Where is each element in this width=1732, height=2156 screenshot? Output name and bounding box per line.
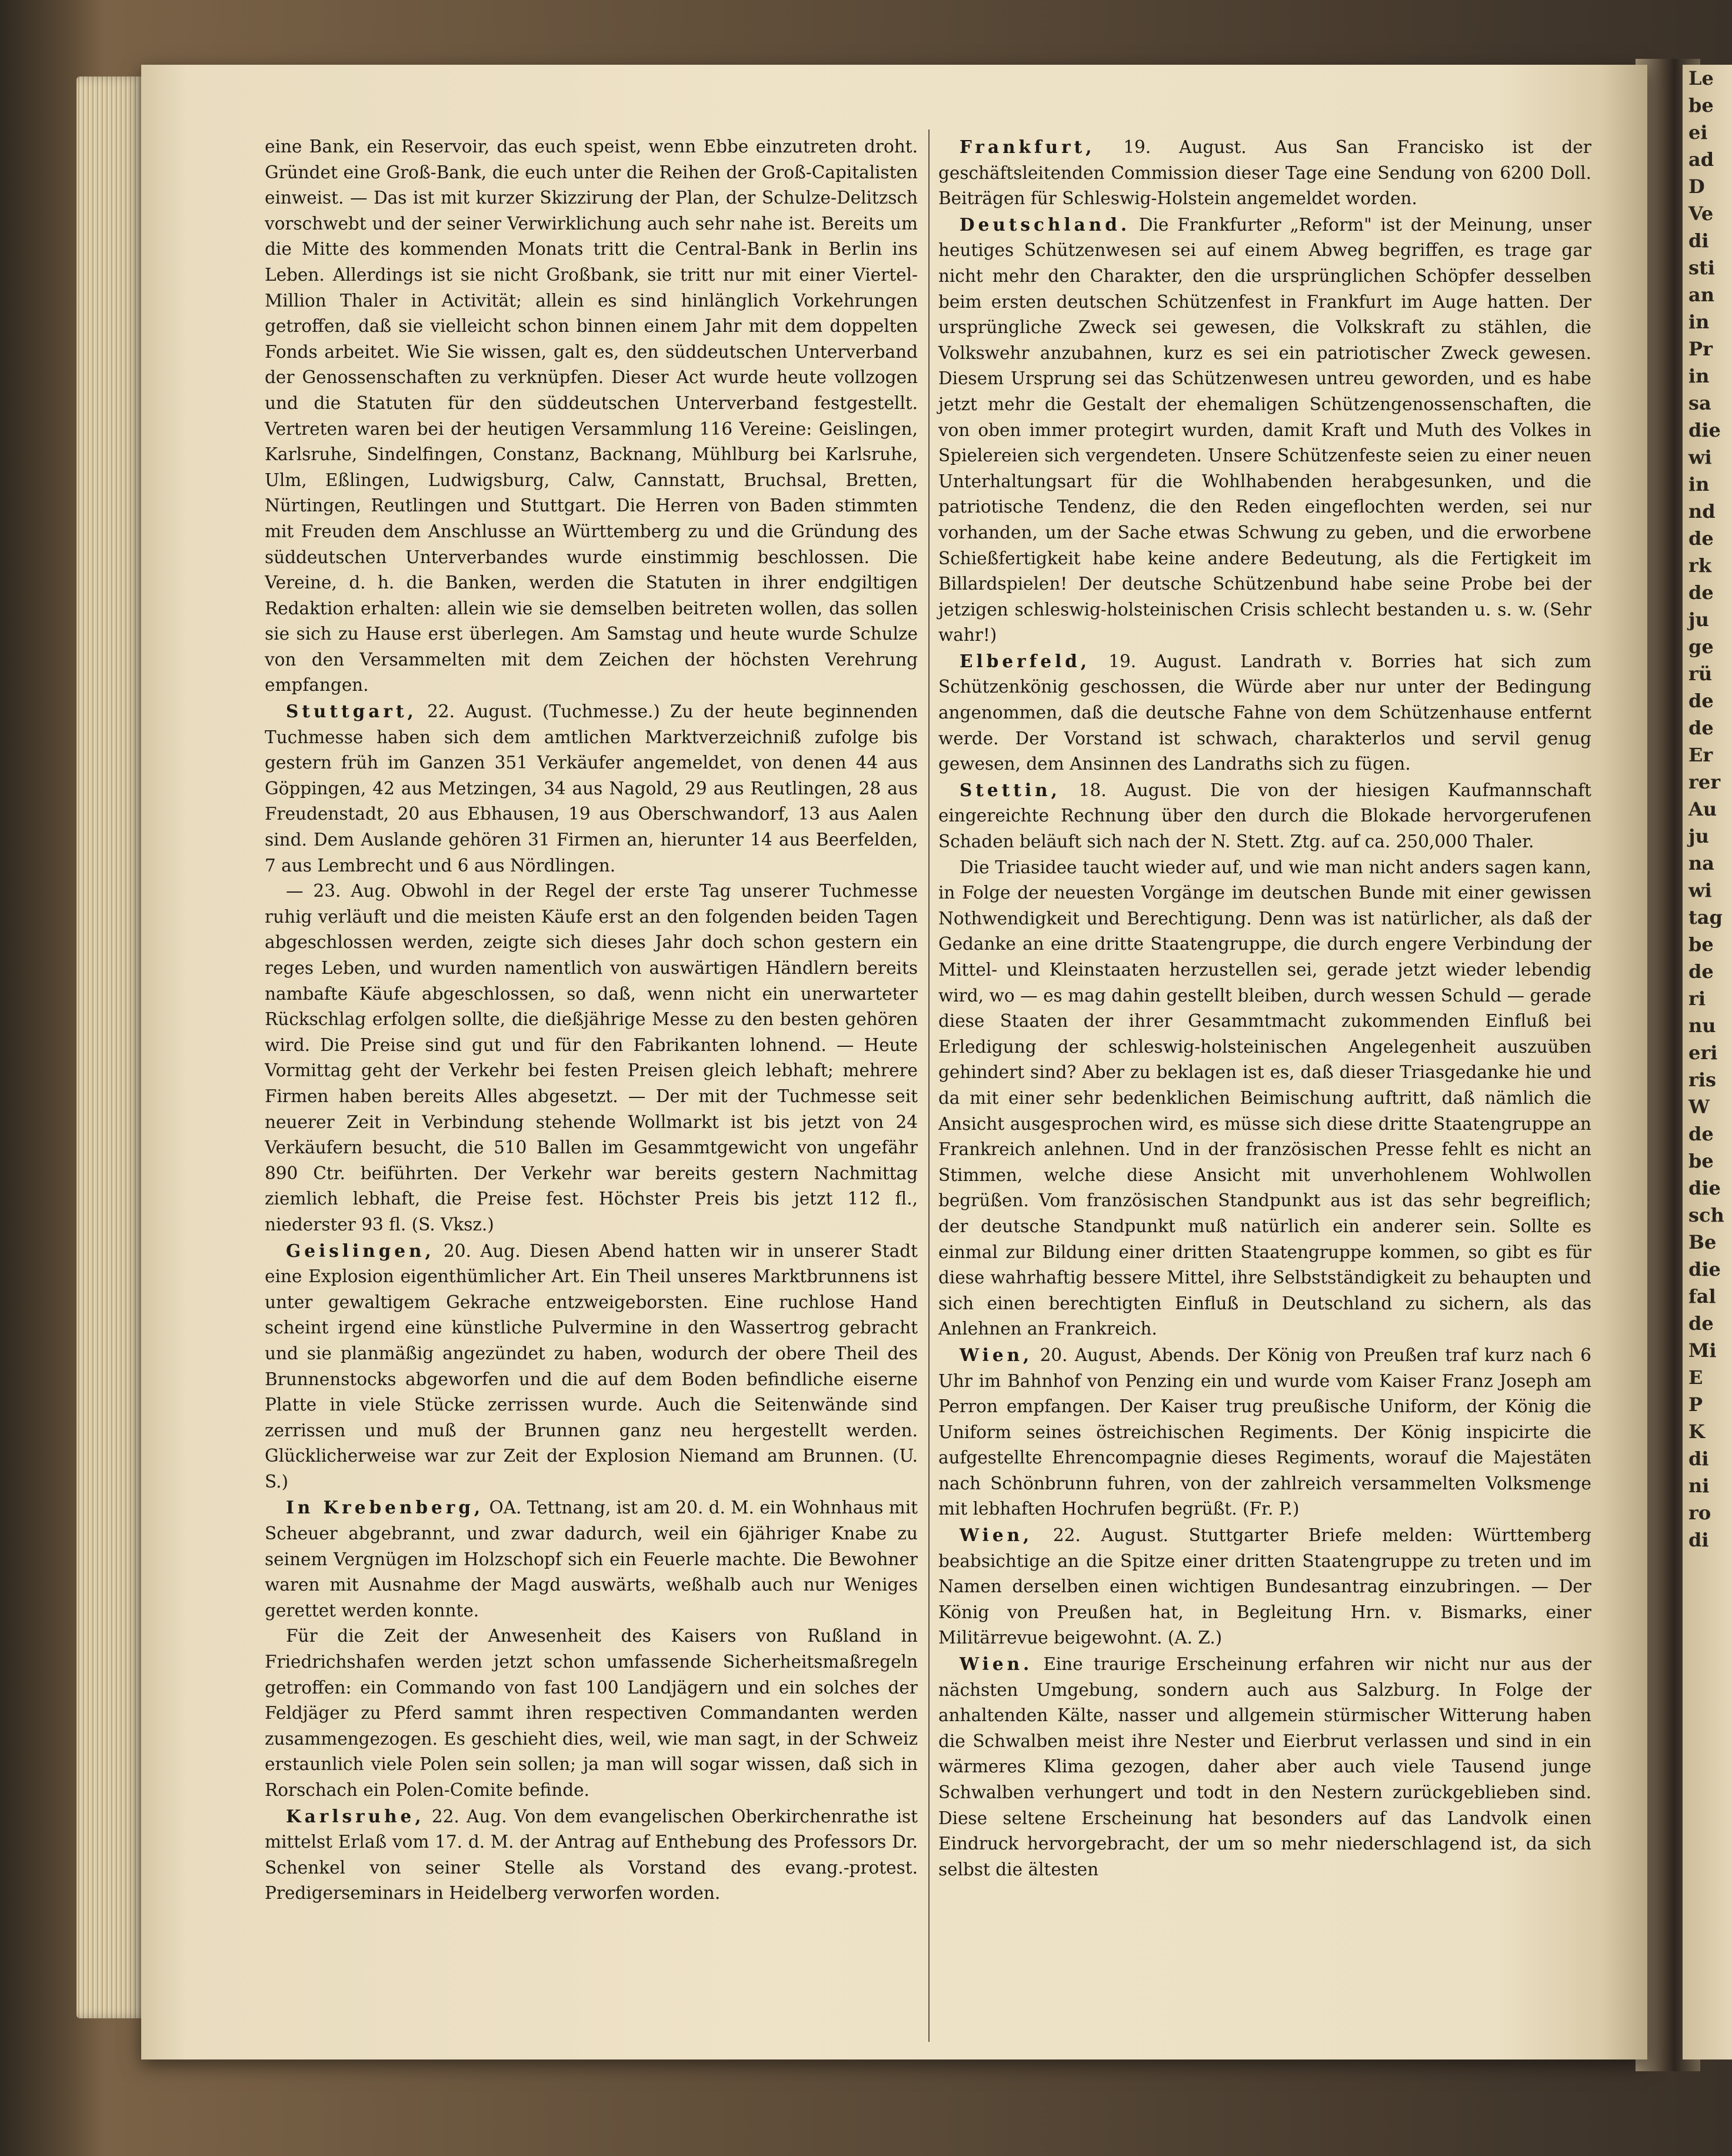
next-page-line-fragment: de: [1688, 581, 1714, 604]
next-page-line-fragment: nu: [1688, 1014, 1716, 1037]
paragraph-text: 20. Aug. Diesen Abend hatten wir in unserer Stadt eine Explosion eigenthümlicher Art. Ein Theil unseres Marktbrunnens ist unter gewaltigem Gekrache entzweigeborsten. Eine ruchlose Hand scheint irgend eine künstliche Pulvermine in den Wassertrog gebracht und sie planmäßig angezündet zu haben, wodurch der obere Theil des Brunnenstocks abgeworfen und die auf dem Boden befindliche eiserne Platte in viele Stücke zerrissen wurde. Auch die Seitenwände sind zerrissen und muß der Brunnen ganz neu hergestellt werden. Glücklicherweise war zur Zeit der Explosion Niemand am Brunnen. (U. S.): [265, 1240, 918, 1492]
next-page-line-fragment: Er: [1688, 744, 1713, 766]
next-page-line-fragment: in: [1688, 365, 1710, 387]
next-page-line-fragment: de: [1688, 527, 1714, 550]
next-page-line-fragment: de: [1688, 960, 1714, 983]
dateline: Elberfeld,: [960, 650, 1091, 671]
next-page-line-fragment: de: [1688, 1312, 1714, 1335]
next-page-line-fragment: rü: [1688, 663, 1713, 685]
next-page-line-fragment: die: [1688, 1258, 1721, 1280]
next-page-line-fragment: ri: [1688, 987, 1706, 1010]
next-page-edge: [1683, 65, 1732, 2059]
left-column: [265, 134, 918, 1907]
article-paragraph: [938, 1651, 1591, 1882]
next-page-line-fragment: Ve: [1688, 202, 1714, 225]
paragraph-text: 22. Aug. Von dem evangelischen Oberkirchenrathe ist mittelst Erlaß vom 17. d. M. der Antrag auf Enthebung des Professors Dr. Schenkel von seiner Stelle als Vorstand des evang.-protest. Predigerseminars in Heidelberg verworfen worden.: [265, 1806, 918, 1904]
article-paragraph: [265, 1238, 918, 1495]
article-paragraph: [265, 879, 918, 1237]
next-page-line-fragment: ris: [1688, 1069, 1717, 1091]
paragraph-text: 20. August, Abends. Der König von Preußen traf kurz nach 6 Uhr im Bahnhof von Penzing ein und wurde vom Kaiser Franz Joseph am Perron empfangen. Der Kaiser trug preußische Uniform, der König die Uniform seines östreichischen Regiments. Der König inspicirte die aufgestellte Ehrencompagnie dieses Regiments, worauf die Majestäten nach Schönbrunn fuhren, von der zahlreich versammelten Volksmenge mit lebhaften Hochrufen begrüßt. (Fr. P.): [938, 1345, 1591, 1519]
next-page-line-fragment: ge: [1688, 636, 1714, 658]
paragraph-text: 19. August. Aus San Francisko ist der geschäftsleitenden Commission dieser Tage eine Sendung von 6200 Doll. Beiträgen für Schleswig-Holstein angemeldet worden.: [938, 137, 1591, 209]
next-page-line-fragment: sti: [1688, 257, 1715, 279]
next-page-line-fragment: ro: [1688, 1502, 1711, 1524]
next-page-line-fragment: di: [1688, 229, 1709, 252]
next-page-line-fragment: ni: [1688, 1475, 1710, 1497]
paragraph-text: 19. August. Landrath v. Borries hat sich zum Schützenkönig geschossen, die Würde aber nur unter der Bedingung angenommen, daß die deutsche Fahne von dem Schützenhause entfernt werde. Der Vorstand ist schwach, charakterlos und servil genug gewesen, dem Ansinnen des Landraths sich zu fügen.: [938, 651, 1591, 774]
next-page-line-fragment: ju: [1688, 825, 1709, 847]
next-page-line-fragment: na: [1688, 852, 1714, 874]
next-page-line-fragment: ei: [1688, 121, 1708, 144]
next-page-line-fragment: Pr: [1688, 338, 1713, 360]
dateline: Frankfurt,: [960, 137, 1095, 157]
next-page-line-fragment: tag: [1688, 906, 1723, 929]
column-divider: [928, 129, 930, 2042]
paragraph-text: 22. August. (Tuchmesse.) Zu der heute beginnenden Tuchmesse haben sich dem amtlichen Marktverzeichniß zufolge bis gestern früh im Ganzen 351 Verkäufer angemeldet, von denen 44 aus Göppingen, 42 aus Metzingen, 34 aus Nagold, 29 aus Reutlingen, 28 aus Freudenstadt, 20 aus Ebhausen, 19 aus Oberschwandorf, 13 aus Aalen sind. Dem Auslande gehören 31 Firmen an, hierunter 14 aus Beerfelden, 7 aus Lembrecht und 6 aus Nördlingen.: [265, 701, 918, 876]
article-paragraph: [938, 1522, 1591, 1651]
next-page-line-fragment: di: [1688, 1529, 1709, 1551]
right-column: [938, 134, 1591, 1882]
next-page-line-fragment: di: [1688, 1448, 1709, 1470]
dateline: Stettin,: [960, 779, 1061, 800]
paragraph-text: 22. August. Stuttgarter Briefe melden: Württemberg beabsichtige an die Spitze einer dritten Staatengruppe zu treten und im Namen derselben einen wichtigen Bundesantrag einzubringen. — Der König von Preußen hat, in Begleitung Hrn. v. Bismarks, einer Militärrevue beigewohnt. (A. Z.): [938, 1525, 1591, 1648]
next-page-line-fragment: die: [1688, 1177, 1721, 1199]
paragraph-text: Eine traurige Erscheinung erfahren wir nicht nur aus der nächsten Umgebung, sondern auch aus Salzburg. In Folge der anhaltenden Kälte, nasser und allgemein stürmischer Witterung haben die Schwalben meist ihre Nester und Eierbrut verlassen und sind in ein wärmeres Klima gezogen, daher aber auch viele Tausend junge Schwalben verhungert und todt in den Nestern zurückgeblieben sind. Diese seltene Erscheinung hat besonders auf das Landvolk einen Eindruck hervorgebracht, der um so mehr niederschlagend ist, da sich selbst die ältesten: [938, 1654, 1591, 1879]
paragraph-text: Die Triasidee taucht wieder auf, und wie man nicht anders sagen kann, in Folge der neuesten Vorgänge im deutschen Bunde mit einer gewissen Nothwendigkeit und Berechtigung. Denn was ist natürlicher, als daß der Gedanke an eine dritte Staatengruppe, die durch engere Verbindung der Mittel- und Kleinstaaten herzustellen sei, gerade jetzt wieder lebendig wird, wo — es mag dahin gestellt bleiben, durch wessen Schuld — gerade diese Staaten der ihrer Gesammtmacht zukommenden Einfluß bei Erledigung der schleswig-holsteinischen Angelegenheit auszuüben gehindert sind? Aber zu beklagen ist es, daß dieser Triasgedanke hie und da mit einer sehr bedenklichen Beimischung auftritt, daß nämlich die Ansicht ausgesprochen wird, es müsse sich diese dritte Staatengruppe an Frankreich anlehnen. Und in der französischen Presse fehlt es nicht an Stimmen, welche diese Ansicht mit unverhohlenem Wohlwollen begrüßen. Vom französischen Standpunkt aus ist das sehr begreiflich; der deutsche Standpunkt muß natürlich ein anderer sein. Sollte es einmal zur Bildung einer dritten Staatengruppe kommen, so gibt es für diese wahrhaftig bessere Mittel, ihre Selbstständigkeit zu behaupten und sich einen berechtigten Einfluß in Deutschland zu sichern, als das Anlehnen an Frankreich.: [938, 857, 1591, 1339]
dateline: Wien.: [960, 1653, 1033, 1675]
next-page-line-fragment: fal: [1688, 1285, 1716, 1307]
next-page-line-fragment: K: [1688, 1420, 1705, 1443]
next-page-line-fragment: wi: [1688, 446, 1712, 468]
next-page-line-fragment: wi: [1688, 879, 1712, 901]
next-page-line-fragment: de: [1688, 717, 1714, 739]
dateline: Wien,: [960, 1344, 1033, 1365]
article-paragraph: [265, 134, 918, 698]
dateline: In Krebenberg,: [286, 1497, 484, 1518]
next-page-line-fragment: in: [1688, 311, 1710, 333]
next-page-line-fragment: die: [1688, 419, 1721, 441]
next-page-line-fragment: be: [1688, 933, 1714, 956]
next-page-line-fragment: nd: [1688, 500, 1716, 523]
article-paragraph: [265, 1623, 918, 1803]
article-paragraph: [938, 777, 1591, 855]
next-page-line-fragment: P: [1688, 1393, 1703, 1416]
next-page-line-fragment: sa: [1688, 392, 1711, 414]
next-page-line-fragment: D: [1688, 175, 1705, 198]
next-page-line-fragment: be: [1688, 1150, 1714, 1172]
article-paragraph: [938, 1342, 1591, 1522]
article-paragraph: [938, 134, 1591, 212]
next-page-line-fragment: rk: [1688, 554, 1712, 577]
dateline: Wien,: [960, 1525, 1033, 1546]
article-paragraph: [265, 698, 918, 879]
next-page-line-fragment: E: [1688, 1366, 1703, 1389]
article-paragraph: [938, 212, 1591, 648]
next-page-line-fragment: Mi: [1688, 1339, 1717, 1362]
next-page-line-fragment: W: [1688, 1096, 1710, 1118]
next-page-line-fragment: ju: [1688, 608, 1709, 631]
article-paragraph: [938, 648, 1591, 777]
next-page-line-fragment: an: [1688, 284, 1714, 306]
next-page-line-fragment: de: [1688, 690, 1714, 712]
next-page-line-fragment: ad: [1688, 148, 1714, 171]
paragraph-text: — 23. Aug. Obwohl in der Regel der erste Tag unserer Tuchmesse ruhig verläuft und die meisten Käufe erst an den folgenden beiden Tagen abgeschlossen werden, zeigte sich dieses Jahr doch schon gestern ein reges Leben, und wurden namentlich von auswärtigen Händlern bereits nambafte Käufe abgeschlossen, so daß, wenn nicht ein unerwarteter Rückschlag erfolgen sollte, die dießjährige Messe zu den besten gehören wird. Die Preise sind gut und für den Fabrikanten lohnend. — Heute Vormittag geht der Verkehr bei festen Preisen gleich lebhaft; mehrere Firmen haben bereits Alles abgesetzt. — Der mit der Tuchmesse seit neuerer Zeit in Verbindung stehende Wollmarkt ist bis jetzt von 24 Verkäufern besucht, die 510 Ballen im Gesammtgewicht von ungefähr 890 Ctr. beiführten. Der Verkehr war bereits gestern Nachmittag ziemlich lebhaft, die Preise fest. Höchster Preis bis jetzt 112 fl., niederster 93 fl. (S. Vksz.): [265, 881, 918, 1235]
paragraph-text: Für die Zeit der Anwesenheit des Kaisers von Rußland in Friedrichshafen werden jetzt schon umfassende Sicherheitsmaßregeln getroffen: ein Commando von fast 100 Landjägern und ein solches der Feldjäger zu Pferd sammt ihren respectiven Commandanten werden zusammengezogen. Es geschieht dies, weil, wie man sagt, in der Schweiz erstaunlich viele Polen sein sollen; ja man will sogar wissen, daß sich in Rorschach ein Polen-Comite befinde.: [265, 1626, 918, 1800]
paragraph-text: eine Bank, ein Reservoir, das euch speist, wenn Ebbe einzutreten droht. Gründet eine Groß-Bank, die euch unter die Reihen der Groß-Capitalisten einweist. — Das ist mit kurzer Skizzirung der Plan, der Schulze-Delitzsch vorschwebt und der seiner Verwirklichung auch sehr nahe ist. Bereits um die Mitte des kommenden Monats tritt die Central-Bank in Berlin ins Leben. Allerdings ist sie nicht Großbank, sie tritt nur mit einer Viertel-Million Thaler in Activität; allein es sind hinlänglich Vorkehrungen getroffen, daß sie vielleicht schon binnen einem Jahr mit dem doppelten Fonds arbeitet. Wie Sie wissen, galt es, den süddeutschen Unterverband der Genossenschaften zu verknüpfen. Dieser Act wurde heute vollzogen und die Statuten für den süddeutschen Unterverband festgestellt. Vertreten waren bei der heutigen Versammlung 116 Vereine: Geislingen, Karlsruhe, Sindelfingen, Constanz, Backnang, Mühlburg bei Karlsruhe, Ulm, Eßlingen, Ludwigsburg, Calw, Cannstatt, Bruchsal, Bretten, Nürtingen, Reutlingen und Stuttgart. Die Herren von Baden stimmten mit Freuden dem Anschlusse an Württemberg zu und die Gründung des süddeutschen Unterverbandes wurde einstimmig beschlossen. Die Vereine, d. h. die Banken, werden die Statuten in ihrer endgiltigen Redaktion erhalten: allein wie sie demselben beitreten wollen, das sollen sie sich zu Hause erst überlegen. Am Samstag und heute wurde Schulze von den Versammelten mit dem Zeichen der höchsten Verehrung empfangen.: [265, 137, 918, 696]
next-page-line-fragment: Le: [1688, 67, 1714, 89]
article-paragraph: [265, 1804, 918, 1907]
next-page-line-fragment: Au: [1688, 798, 1717, 820]
next-page-line-fragment: Be: [1688, 1231, 1717, 1253]
dateline: Geislingen,: [286, 1240, 435, 1261]
dateline: Stuttgart,: [286, 701, 417, 722]
page-edges: [76, 76, 147, 2018]
next-page-line-fragment: be: [1688, 94, 1714, 117]
next-page-line-fragment: sch: [1688, 1204, 1724, 1226]
dateline: Karlsruhe,: [286, 1805, 425, 1826]
next-page-line-fragment: in: [1688, 473, 1710, 495]
dateline: Deutschland.: [960, 214, 1131, 235]
paragraph-text: Die Frankfurter „Reform" ist der Meinung, unser heutiges Schützenwesen sei auf einem Abweg begriffen, es trage gar nicht mehr den Charakter, den die ursprünglichen Schöpfer desselben beim ersten deutschen Schützenfest in Frankfurt im Auge hatten. Der ursprüngliche Zweck sei gewesen, die Volkskraft zu stählen, die Volkswehr anzubahnen, kurz es sei ein patriotischer Zweck gewesen. Diesem Ursprung sei das Schützenwesen untreu geworden, und es habe jetzt mehr die Gestalt der ehemaligen Schützengenossenschaften, die von oben immer protegirt wurden, damit Kraft und Muth des Volkes in Spielereien sich vergendeten. Unsere Schützenfeste seien zu einer neuen Unterhaltungsart für die Wohlhabenden herabgesunken, und die patriotische Tendenz, die den Reden eingeflochten werden, sei nur vorhanden, um der Sache etwas Schwung zu geben, und die erworbene Schießfertigkeit habe keine andere Bedeutung, als die Fertigkeit im Billardspielen! Der deutsche Schützenbund habe seine Probe bei der jetzigen schleswig-holsteinischen Crisis schlecht bestanden u. s. w. (Sehr wahr!): [938, 214, 1591, 646]
next-page-line-fragment: rer: [1688, 771, 1721, 793]
paragraph-text: OA. Tettnang, ist am 20. d. M. ein Wohnhaus mit Scheuer abgebrannt, und zwar dadurch, weil ein 6jähriger Knabe zu seinem Vergnügen im Holzschopf sich ein Feuerle machte. Die Bewohner waren mit Ausnahme der Magd auswärts, weßhalb auch nur Weniges gerettet werden konnte.: [265, 1498, 918, 1621]
next-page-line-fragment: de: [1688, 1123, 1714, 1145]
article-paragraph: [265, 1495, 918, 1623]
article-paragraph: [938, 855, 1591, 1342]
next-page-line-fragment: eri: [1688, 1042, 1718, 1064]
paragraph-text: 18. August. Die von der hiesigen Kaufmannschaft eingereichte Rechnung über den durch die Blokade hervorgerufenen Schaden beläuft sich nach der N. Stett. Ztg. auf ca. 250,000 Thaler.: [938, 780, 1591, 852]
